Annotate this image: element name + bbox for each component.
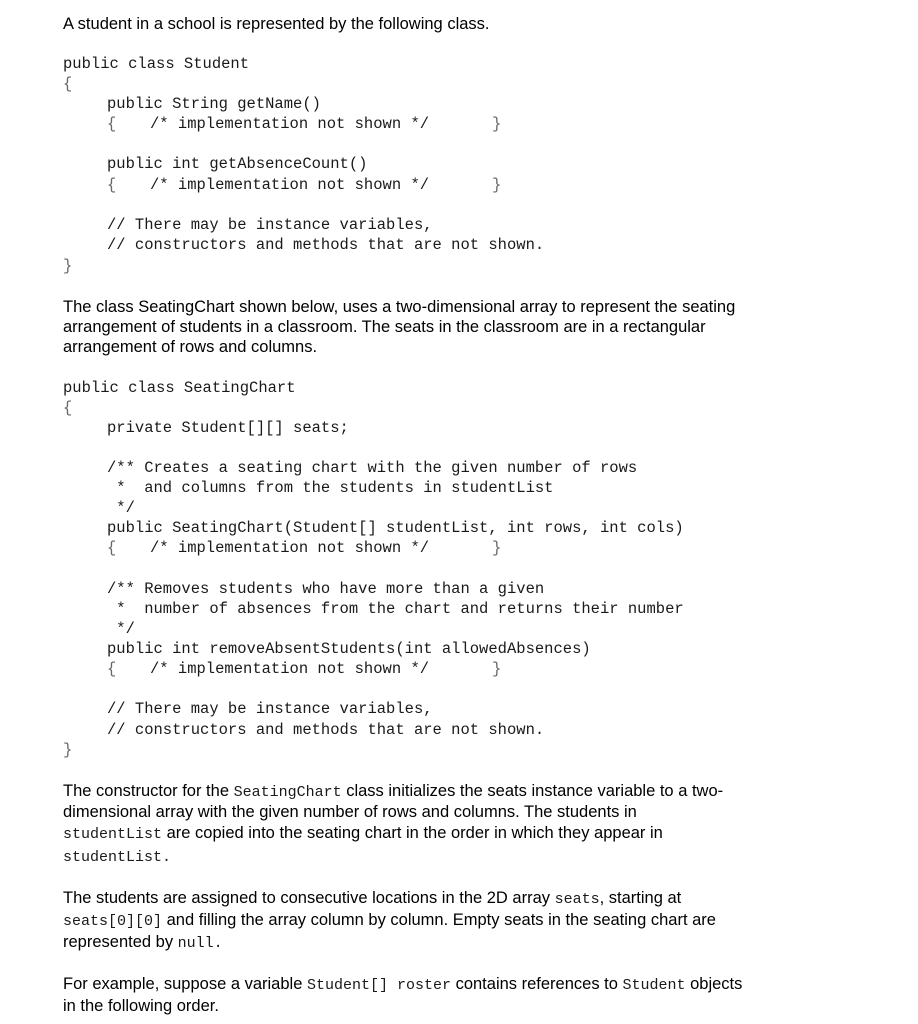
- javadoc-line: * and columns from the students in studentList: [107, 479, 554, 497]
- get-absence-count-signature: public int getAbsenceCount(): [107, 155, 368, 173]
- method-body-open: {: [107, 176, 117, 194]
- constructor-description-line: studentList.: [63, 849, 172, 866]
- seating-chart-description-line: arrangement of rows and columns.: [63, 338, 318, 356]
- comment-line: // There may be instance variables,: [107, 700, 433, 718]
- remove-absent-students-signature: public int removeAbsentStudents(int allowedAbsences): [107, 640, 591, 658]
- method-body-open: {: [107, 660, 117, 678]
- seating-chart-description-line: The class SeatingChart shown below, uses a two-dimensional array to represent the seating: [63, 298, 736, 316]
- comment-line: // constructors and methods that are not shown.: [107, 236, 545, 254]
- constructor-description-line: dimensional array with the given number of rows and columns. The students in: [63, 803, 637, 821]
- seats-field: private Student[][] seats;: [107, 419, 349, 437]
- example-description-line: in the following order.: [63, 997, 219, 1015]
- seating-chart-class-header: public class SeatingChart: [63, 379, 296, 397]
- method-body-comment: /* implementation not shown */: [150, 660, 430, 678]
- assignment-description-line: The students are assigned to consecutive locations in the 2D array seats, starting at: [63, 889, 682, 908]
- open-brace: {: [63, 399, 73, 417]
- open-brace: {: [63, 75, 73, 93]
- method-body-open: {: [107, 115, 117, 133]
- close-brace: }: [63, 741, 73, 759]
- method-body-comment: /* implementation not shown */: [150, 539, 430, 557]
- method-body-comment: /* implementation not shown */: [150, 115, 430, 133]
- method-body-open: {: [107, 539, 117, 557]
- comment-line: // There may be instance variables,: [107, 216, 433, 234]
- javadoc-line: /** Creates a seating chart with the given number of rows: [107, 459, 638, 477]
- method-body-close: }: [492, 539, 502, 557]
- seating-chart-description-line: arrangement of students in a classroom. The seats in the classroom are in a rectangular: [63, 318, 706, 336]
- constructor-description-line: studentList are copied into the seating chart in the order in which they appear in: [63, 824, 663, 843]
- constructor-signature: public SeatingChart(Student[] studentList, int rows, int cols): [107, 519, 684, 537]
- method-body-close: }: [492, 115, 502, 133]
- javadoc-line: * number of absences from the chart and returns their number: [107, 600, 684, 618]
- method-body-close: }: [492, 660, 502, 678]
- assignment-description-line: seats[0][0] and filling the array column by column. Empty seats in the seating chart are: [63, 911, 716, 930]
- javadoc-line: */: [107, 620, 135, 638]
- javadoc-line: */: [107, 499, 135, 517]
- method-body-close: }: [492, 176, 502, 194]
- student-class-header: public class Student: [63, 55, 250, 73]
- comment-line: // constructors and methods that are not shown.: [107, 721, 545, 739]
- javadoc-line: /** Removes students who have more than a given: [107, 580, 545, 598]
- assignment-description-line: represented by null.: [63, 933, 223, 952]
- constructor-description-line: The constructor for the SeatingChart class initializes the seats instance variable to a two-: [63, 782, 724, 801]
- get-name-signature: public String getName(): [107, 95, 321, 113]
- close-brace: }: [63, 257, 73, 275]
- method-body-comment: /* implementation not shown */: [150, 176, 430, 194]
- intro-text: A student in a school is represented by the following class.: [63, 15, 490, 33]
- example-description-line: For example, suppose a variable Student[] roster contains references to Student objects: [63, 975, 743, 994]
